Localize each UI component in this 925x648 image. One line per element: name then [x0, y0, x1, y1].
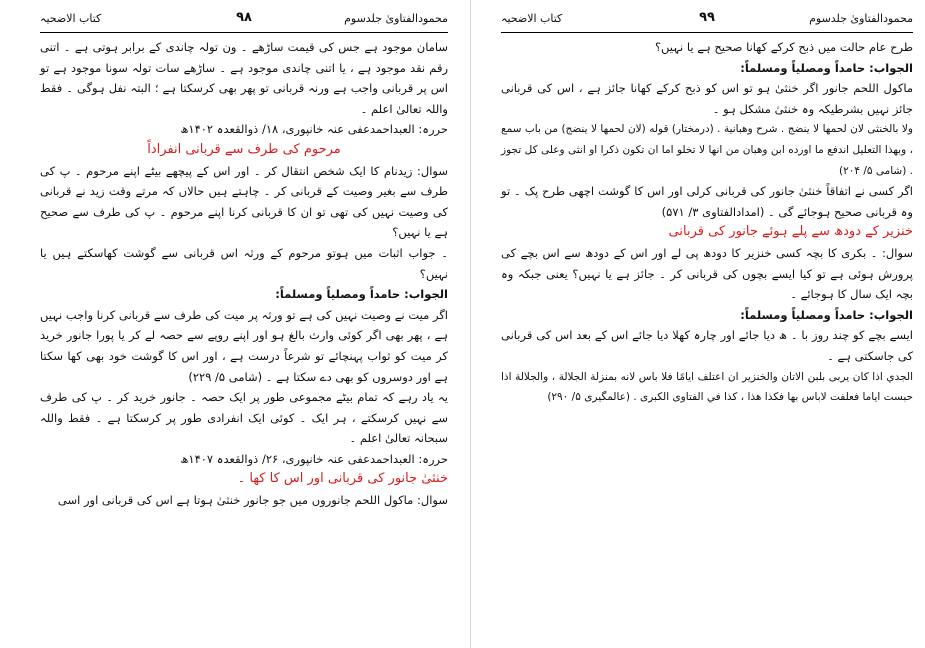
paragraph: سامان موجود ہے جس کی قیمت ساڑھے ۔ ون تولہ چاندی کے برابر ہوتی ہے ۔ اتنی رقم نقد موجود ہے ، یا اتنی چاندی موجود ہے ۔ ساڑھے سات تولہ سونا موجود ہے تو اس پر قربانی واجب ہے ورنہ قربانی تو پھر بھی کرسکتا ہے ؛ البتہ نفل ہوگی ۔ فقط واللہ تعالیٰ اعلم ۔	[40, 40, 448, 116]
answer-paragraph: ماکول اللحم جانور اگر خنثیٰ ہو تو اس کو ذبح کرکے کھانا جائز ہے ، اس کی قربانی جائز نہیں بشرطیکہ وہ خنثیٰ مشکل ہو ۔	[501, 81, 913, 116]
question-paragraph: سوال: ۔ بکری کا بچہ کسی خنزیر کا دودھ پی لے اور اس کے دودھ سے اس بچے کی پرورش ہوئی ہے تو کیا ایسے بچوں کی قربانی کر ۔ جائز ہے یا نہیں؟ یعنی جبکہ وہ بچہ ایک سال کا ہوجائے ۔	[501, 245, 913, 302]
signature-line: حررہ: العبداحمدعفی عنہ خانپوری، ۲۶/ ذوالقعدہ ۱۴۰۷ھ	[180, 451, 448, 466]
left-page	[0, 0, 458, 648]
answer-label: الجواب: حامداً ومصلیاً ومسلماً:	[740, 60, 913, 75]
page-body	[501, 37, 913, 408]
page-header	[40, 8, 448, 33]
page-number: ۹۸	[236, 10, 252, 25]
right-page	[470, 0, 925, 648]
arabic-citation: الجدي اذا كان يربى بلبن الاتان والخنزير ان اعتلف ايامًا فلا باس لانه بمنزلة الجلالة ، والجلالة اذا حبست اياما فعلفت لاباس بها فكذا هذا ، كذا في الفتاوى الكبرى . (عالمگیری ۵/ ۲۹۰)	[501, 370, 913, 404]
section-heading: خنزیر کے دودھ سے پلے ہوئے جانور کی قربانی	[668, 224, 913, 240]
answer-label: الجواب: حامداً ومصلیاً ومسلماً:	[275, 287, 448, 302]
answer-paragraph: اگر میت نے وصیت نہیں کی ہے تو ورثہ پر میت کی طرف سے قربانی کرنا واجب نہیں ہے ، پھر بھی اگر کوئی وارث بالغ ہو اور اپنے روپے سے حصہ لے کر یا پورا جانور خرید کر میت کو ثواب پہنچائے تو شرعاً درست ہے ، اور اس کا گوشت خود بھی کھا سکتا ہے اور دوسروں کو بھی دے سکتا ہے ۔ (شامی ۵/ ۲۲۹)	[40, 307, 448, 384]
answer-label: الجواب: حامداً ومصلیاً ومسلماً:	[740, 307, 913, 322]
page-header	[501, 8, 913, 33]
signature-line: حررہ: العبداحمدعفی عنہ خانپوری، ۱۸/ ذوالقعدہ ۱۴۰۲ھ	[180, 122, 448, 137]
header-book-title: محمودالفتاویٰ جلدسوم	[344, 12, 448, 25]
section-heading: مرحوم کی طرف سے قربانی انفراداً	[147, 141, 341, 157]
paragraph: یہ یاد رہے کہ تمام بیٹے مجموعی طور پر ایک حصہ ۔ جانور خرید کر ۔ پ کی طرف سے نہیں کرسکتے ، ہر ایک ۔ کوئی ایک انفرادی طور پر کرسکتا ہے ۔ فقط واللہ سبحانہ تعالیٰ اعلم ۔	[40, 390, 448, 446]
header-chapter-title: کتاب الاضحیہ	[501, 12, 563, 25]
paragraph: طرح عام حالت میں ذبح کرکے کھانا صحیح ہے یا نہیں؟	[654, 40, 913, 54]
question-paragraph: سوال: ماکول اللحم جانوروں میں جو جانور خنثیٰ ہوتا ہے اس کی قربانی اور اسی	[57, 493, 448, 508]
header-chapter-title: کتاب الاضحیہ	[40, 12, 102, 25]
paragraph: ۔ جواب اثبات میں ہوتو مرحوم کے ورثہ اس قربانی سے گوشت کھاسکتے ہیں یا نہیں؟	[40, 245, 448, 281]
arabic-citation: ولا بالخنثى لان لحمها لا ينضج . شرح وهبانية . (درمختار) قوله (لان لحمها لا ينضج) من باب سمع ، وبهذا التعليل اندفع ما اورده ابن وهبان من انها لا تخلو اما ان تكون ذكرا او انثى وعلى كل تجوز . (شامی ۵/ ۲۰۴)	[501, 123, 913, 177]
header-book-title: محمودالفتاویٰ جلدسوم	[809, 12, 913, 25]
question-paragraph: سوال: زیدنام کا ایک شخص انتقال کر ۔ اور اس کے پیچھے بیٹے اپنے مرحوم ۔ پ کی طرف سے بغیر وصیت کے قربانی کر ۔ چاہتے ہیں حالاں کہ مرتے وقت زید نے قربانی کی وصیت نہیں کی تھی تو ان کا قربانی کرنا اپنے مرحوم ۔ پ کی طرف سے صحیح ہے یا نہیں؟	[40, 163, 448, 240]
page-number: ۹۹	[699, 10, 715, 25]
page-body	[40, 37, 448, 511]
paragraph: اگر کسی نے اتفاقاً خنثیٰ جانور کی قربانی کرلی اور اس کا گوشت اچھی طرح پک ۔ تو وہ قربانی صحیح ہوجائے گی ۔ (امدادالفتاوی ۳/ ۵۷۱)	[501, 184, 913, 219]
section-heading: خنثیٰ جانور کی قربانی اور اس کا کھا ۔	[237, 471, 448, 487]
answer-paragraph: ایسے بچے کو چند روز با ۔ ھ دیا جائے اور چارہ کھلا دیا جائے اس کے بعد اس کی قربانی کی جاسکتی ہے ۔	[501, 328, 913, 363]
